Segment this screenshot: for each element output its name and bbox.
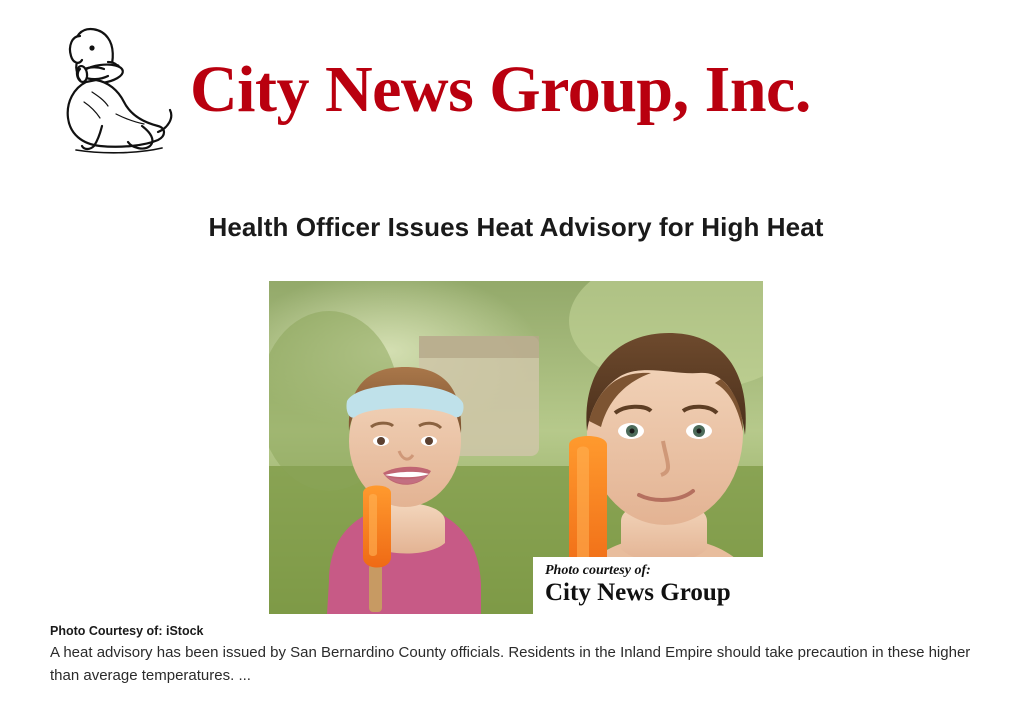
watermark-brand: City News Group <box>545 578 731 606</box>
photo-credit: Photo Courtesy of: iStock <box>50 624 204 638</box>
article-body-container <box>0 624 1032 688</box>
site-title: City News Group, Inc. <box>190 52 811 126</box>
page-title: Health Officer Issues Heat Advisory for High Heat <box>208 212 824 242</box>
watermark-courtesy-label: Photo courtesy of: <box>545 563 651 579</box>
article-photo-container <box>0 281 1032 614</box>
article-photo <box>269 281 763 614</box>
dog-with-newspaper-icon <box>46 22 176 157</box>
photo-watermark <box>533 557 763 614</box>
site-logo[interactable] <box>46 22 811 157</box>
article-body: A heat advisory has been issued by San Bernardino County officials. Residents in the Inland Empire should take precaution in these higher than average temperatures. ... <box>50 644 971 685</box>
masthead <box>0 0 1032 170</box>
